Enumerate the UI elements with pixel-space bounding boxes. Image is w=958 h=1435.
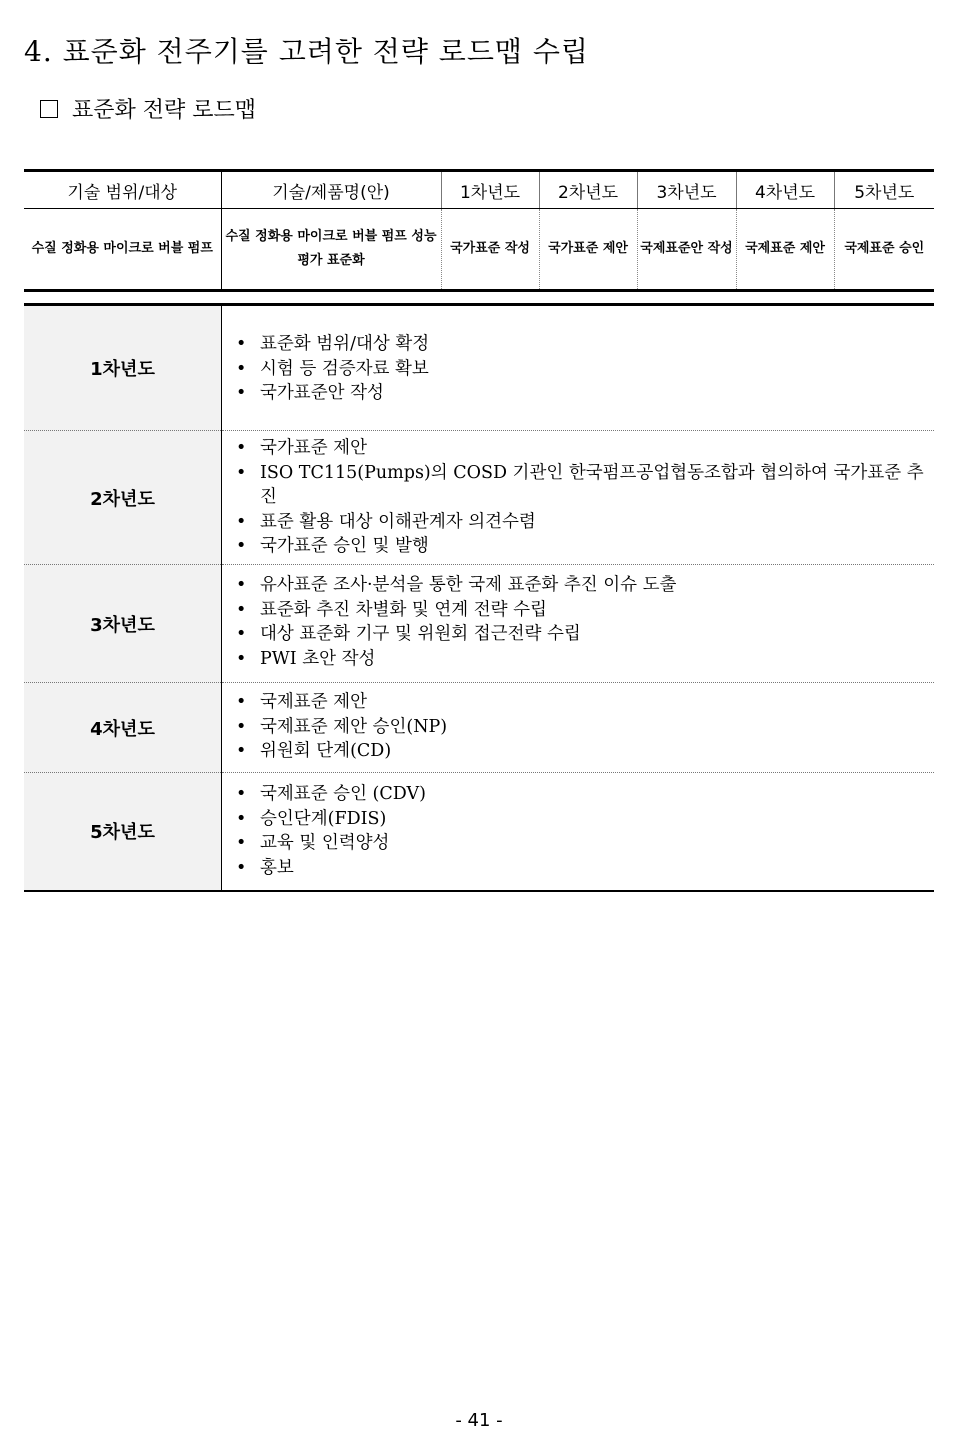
overview-header-cell: 1차년도: [441, 171, 539, 209]
plan-item: • 표준화 추진 차별화 및 연계 전략 수립: [232, 598, 924, 623]
overview-table: [24, 169, 934, 292]
plan-items-cell: [222, 305, 935, 431]
overview-header-cell: 4차년도: [736, 171, 834, 209]
overview-cell: 국제표준 승인: [834, 209, 934, 291]
plan-item: • 교육 및 인력양성: [232, 831, 924, 856]
plan-item: • 국가표준 승인 및 발행: [232, 534, 924, 559]
overview-cell: 국가표준 제안: [539, 209, 637, 291]
overview-header-row: [24, 171, 934, 209]
overview-header-cell: 5차년도: [834, 171, 934, 209]
section-subtitle: [40, 93, 256, 124]
overview-cell: 국가표준 작성: [441, 209, 539, 291]
plan-item: • 표준화 범위/대상 확정: [232, 332, 924, 357]
plan-item: • ISO TC115(Pumps)의 COSD 기관인 한국펌프공업협동조합과 협의하여 국가표준 추진: [232, 461, 924, 510]
plan-item: • 대상 표준화 기구 및 위원회 접근전략 수립: [232, 622, 924, 647]
plan-item: • PWI 초안 작성: [232, 647, 924, 672]
plan-row-year-2: [24, 431, 934, 565]
plan-row-year-5: [24, 773, 934, 891]
overview-header-cell: 3차년도: [637, 171, 736, 209]
plan-year-label: 1차년도: [24, 305, 222, 431]
overview-header-cell: 2차년도: [539, 171, 637, 209]
overview-header-cell: 기술/제품명(안): [221, 171, 441, 209]
overview-cell: 수질 정화용 마이크로 버블 펌프 성능평가 표준화: [221, 209, 441, 291]
plan-items-cell: [222, 565, 935, 683]
plan-item: • 승인단계(FDIS): [232, 807, 924, 832]
plan-item: • 시험 등 검증자료 확보: [232, 357, 924, 382]
plan-year-label: 2차년도: [24, 431, 222, 565]
plan-year-label: 4차년도: [24, 683, 222, 773]
page-number: - 41 -: [455, 1410, 503, 1431]
plan-item: • 국제표준 제안 승인(NP): [232, 715, 924, 740]
overview-header-cell: 기술 범위/대상: [24, 171, 221, 209]
plan-items-cell: [222, 773, 935, 891]
subtitle-text: 표준화 전략 로드맵: [72, 98, 257, 123]
plan-row-year-4: [24, 683, 934, 773]
checkbox-square-icon: [40, 100, 58, 118]
plan-items-cell: [222, 683, 935, 773]
plan-item: • 유사표준 조사·분석을 통한 국제 표준화 추진 이슈 도출: [232, 573, 924, 598]
overview-data-row: [24, 209, 934, 291]
plan-item: • 국제표준 승인 (CDV): [232, 782, 924, 807]
plan-items-cell: [222, 431, 935, 565]
page-title: 4. 표준화 전주기를 고려한 전략 로드맵 수립: [24, 35, 589, 68]
plan-year-label: 5차년도: [24, 773, 222, 891]
plan-item: • 국제표준 제안: [232, 690, 924, 715]
plan-item: • 국가표준 제안: [232, 436, 924, 461]
plan-item: • 위원회 단계(CD): [232, 739, 924, 764]
plan-item: • 국가표준안 작성: [232, 381, 924, 406]
plan-year-label: 3차년도: [24, 565, 222, 683]
yearly-plan-table: [24, 303, 934, 892]
overview-cell: 국제표준안 작성: [637, 209, 736, 291]
plan-item: • 표준 활용 대상 이해관계자 의견수렴: [232, 510, 924, 535]
plan-row-year-3: [24, 565, 934, 683]
plan-item: • 홍보: [232, 856, 924, 881]
plan-row-year-1: [24, 305, 934, 431]
overview-cell: 국제표준 제안: [736, 209, 834, 291]
overview-cell: 수질 정화용 마이크로 버블 펌프: [24, 209, 221, 291]
